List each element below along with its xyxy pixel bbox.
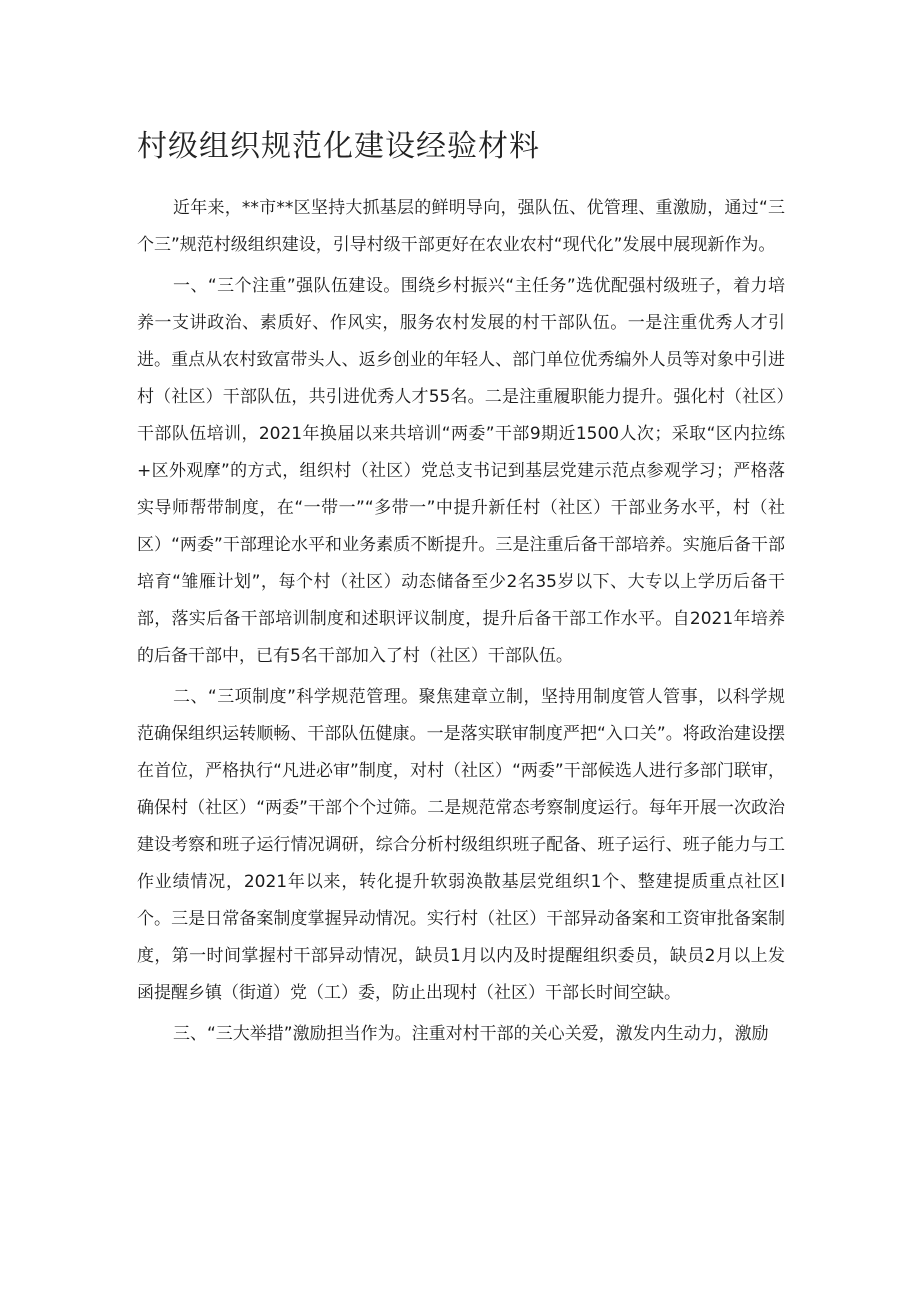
document-body <box>137 190 785 1053</box>
paragraph-intro: 近年来，**市**区坚持大抓基层的鲜明导向，强队伍、优管理、重激励，通过“三个三”规范村级组织建设，引导村级干部更好在农业农村“现代化”发展中展现新作为。 <box>137 198 785 255</box>
document-title: 村级组织规范化建设经验材料 <box>137 129 540 164</box>
paragraph-section-two: 二、“三项制度”科学规范管理。聚焦建章立制，坚持用制度管人管事，以科学规范确保组织运转顺畅、干部队伍健康。一是落实联审制度严把“入口关”。将政治建设摆在首位，严格执行“凡进必审”制度，对村（社区）“两委”干部候选人进行多部门联审，确保村（社区）“两委”干部个个过筛。二是规范常态考察制度运行。每年开展一次政治建设考察和班子运行情况调研，综合分析村级组织班子配备、班子运行、班子能力与工作业绩情况，2021年以来，转化提升软弱涣散基层党组织1个、整建提质重点社区l个。三是日常备案制度掌握异动情况。实行村（社区）干部异动备案和工资审批备案制度，第一时间掌握村干部异动情况，缺员1月以内及时提醒组织委员，缺员2月以上发函提醒乡镇（街道）党（工）委，防止出现村（社区）干部长时间空缺。 <box>137 687 785 1003</box>
paragraph-section-three: 三、“三大举措”激励担当作为。注重对村干部的关心关爱，激发内生动力，激励 <box>173 1024 769 1044</box>
paragraph-section-one: 一、“三个注重”强队伍建设。围绕乡村振兴“主任务”选优配强村级班子，着力培养一支讲政治、素质好、作风实，服务农村发展的村干部队伍。一是注重优秀人才引进。重点从农村致富带头人、返乡创业的年轻人、部门单位优秀编外人员等对象中引进村（社区）干部队伍，共引进优秀人才55名。二是注重履职能力提升。强化村（社区）干部队伍培训，2021年换届以来共培训“两委”干部9期近1500人次；采取“区内拉练+区外观摩”的方式，组织村（社区）党总支书记到基层党建示范点参观学习；严格落实导师帮带制度，在“一带一”“多带一”中提升新任村（社区）干部业务水平，村（社区）“两委”干部理论水平和业务素质不断提升。三是注重后备干部培养。实施后备干部培育“雏雁计划”，每个村（社区）动态储备至少2名35岁以下、大专以上学历后备干部，落实后备干部培训制度和述职评议制度，提升后备干部工作水平。自2021年培养的后备干部中，已有5名干部加入了村（社区）干部队伍。 <box>137 276 785 666</box>
